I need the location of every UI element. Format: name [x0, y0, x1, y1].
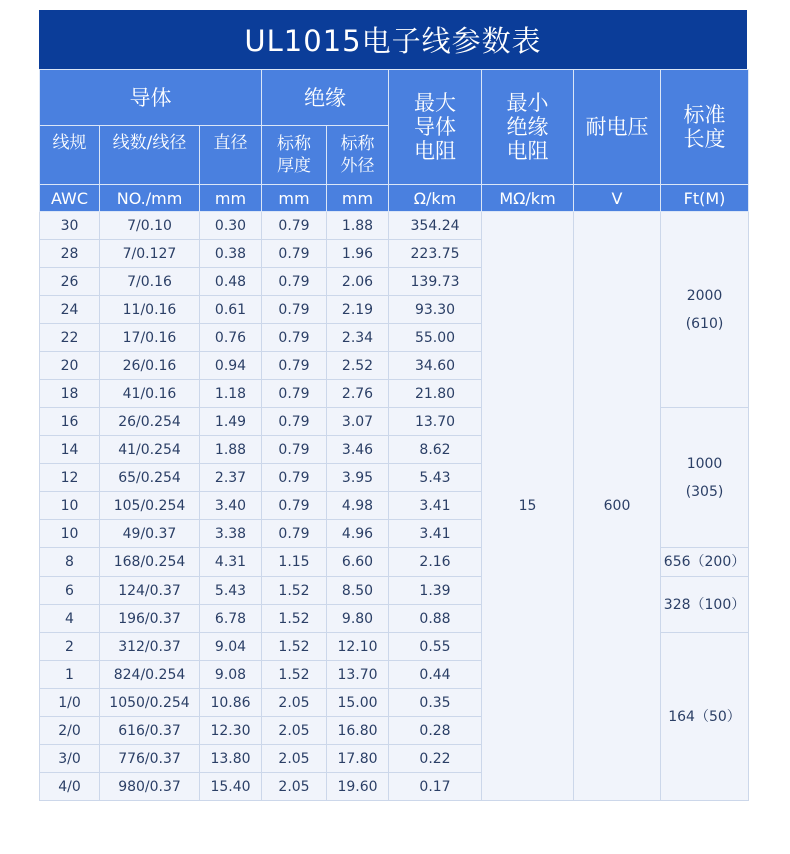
thickness-cell: 0.79 [262, 324, 327, 352]
header-voltage-rating: 耐电压 [574, 70, 661, 185]
od-cell: 19.60 [327, 773, 389, 801]
resistance-cell: 0.35 [389, 689, 482, 717]
unit-length: Ft(M) [661, 185, 749, 212]
resistance-cell: 0.17 [389, 773, 482, 801]
header-min-insulation-resistance [482, 70, 574, 185]
gauge-cell: 1/0 [40, 689, 100, 717]
strands-cell: 41/0.16 [100, 380, 200, 408]
header-standard-length-text: 标准长度 [683, 103, 726, 151]
resistance-cell: 2.16 [389, 548, 482, 577]
diameter-cell: 4.31 [200, 548, 262, 577]
gauge-cell: 2/0 [40, 717, 100, 745]
od-cell: 4.98 [327, 492, 389, 520]
gauge-cell: 4 [40, 605, 100, 633]
standard-length-cell [661, 548, 749, 577]
thickness-cell: 0.79 [262, 352, 327, 380]
od-cell: 2.34 [327, 324, 389, 352]
resistance-cell: 1.39 [389, 577, 482, 605]
spec-table [39, 69, 749, 801]
gauge-cell: 10 [40, 492, 100, 520]
diameter-cell: 9.04 [200, 633, 262, 661]
diameter-cell: 1.18 [200, 380, 262, 408]
gauge-cell: 10 [40, 520, 100, 548]
strands-cell: 824/0.254 [100, 661, 200, 689]
resistance-cell: 0.55 [389, 633, 482, 661]
diameter-cell: 5.43 [200, 577, 262, 605]
unit-od: mm [327, 185, 389, 212]
thickness-cell: 0.79 [262, 436, 327, 464]
thickness-cell: 1.52 [262, 633, 327, 661]
unit-resistance: Ω/km [389, 185, 482, 212]
unit-voltage: V [574, 185, 661, 212]
gauge-cell: 1 [40, 661, 100, 689]
resistance-cell: 354.24 [389, 212, 482, 240]
od-cell: 1.96 [327, 240, 389, 268]
diameter-cell: 0.76 [200, 324, 262, 352]
od-cell: 17.80 [327, 745, 389, 773]
resistance-cell: 0.88 [389, 605, 482, 633]
gauge-cell: 28 [40, 240, 100, 268]
od-cell: 3.46 [327, 436, 389, 464]
diameter-cell: 0.61 [200, 296, 262, 324]
voltage-value: 600 [574, 212, 661, 801]
thickness-cell: 0.79 [262, 492, 327, 520]
od-cell: 13.70 [327, 661, 389, 689]
header-max-resistance-text: 最大导体电阻 [414, 91, 457, 163]
gauge-cell: 16 [40, 408, 100, 436]
strands-cell: 168/0.254 [100, 548, 200, 577]
strands-cell: 7/0.127 [100, 240, 200, 268]
standard-length-line: 1000 [686, 455, 723, 472]
header-max-resistance [389, 70, 482, 185]
thickness-cell: 1.15 [262, 548, 327, 577]
strands-cell: 7/0.16 [100, 268, 200, 296]
diameter-cell: 3.40 [200, 492, 262, 520]
diameter-cell: 12.30 [200, 717, 262, 745]
table-title: UL1015电子线参数表 [39, 10, 747, 69]
diameter-cell: 9.08 [200, 661, 262, 689]
unit-strands: NO./mm [100, 185, 200, 212]
standard-length-cell [661, 212, 749, 408]
header-min-insulation-resistance-text: 最小绝缘电阻 [506, 91, 549, 163]
header-nominal-od [327, 126, 389, 185]
strands-cell: 65/0.254 [100, 464, 200, 492]
od-cell: 4.96 [327, 520, 389, 548]
resistance-cell: 55.00 [389, 324, 482, 352]
thickness-cell: 2.05 [262, 773, 327, 801]
standard-length-cell [661, 633, 749, 801]
unit-diameter: mm [200, 185, 262, 212]
table-body [40, 212, 749, 801]
unit-insulation-resistance: MΩ/km [482, 185, 574, 212]
strands-cell: 312/0.37 [100, 633, 200, 661]
thickness-cell: 1.52 [262, 605, 327, 633]
strands-cell: 49/0.37 [100, 520, 200, 548]
strands-cell: 26/0.16 [100, 352, 200, 380]
resistance-cell: 34.60 [389, 352, 482, 380]
strands-cell: 776/0.37 [100, 745, 200, 773]
diameter-cell: 13.80 [200, 745, 262, 773]
gauge-cell: 4/0 [40, 773, 100, 801]
strands-cell: 980/0.37 [100, 773, 200, 801]
diameter-cell: 10.86 [200, 689, 262, 717]
standard-length-cell [661, 577, 749, 633]
standard-length-line: (305) [685, 483, 724, 500]
thickness-cell: 0.79 [262, 380, 327, 408]
od-cell: 2.52 [327, 352, 389, 380]
thickness-cell: 0.79 [262, 212, 327, 240]
thickness-cell: 0.79 [262, 240, 327, 268]
unit-gauge: AWC [40, 185, 100, 212]
od-cell: 6.60 [327, 548, 389, 577]
gauge-cell: 18 [40, 380, 100, 408]
od-cell: 2.06 [327, 268, 389, 296]
od-cell: 9.80 [327, 605, 389, 633]
header-nominal-thickness [262, 126, 327, 185]
header-strands-diameter: 线数/线径 [100, 126, 200, 185]
gauge-cell: 30 [40, 212, 100, 240]
strands-cell: 26/0.254 [100, 408, 200, 436]
thickness-cell: 2.05 [262, 745, 327, 773]
od-cell: 3.07 [327, 408, 389, 436]
diameter-cell: 3.38 [200, 520, 262, 548]
header-gauge: 线规 [40, 126, 100, 185]
strands-cell: 17/0.16 [100, 324, 200, 352]
header-nominal-od-text: 标称外径 [340, 134, 375, 176]
od-cell: 2.76 [327, 380, 389, 408]
strands-cell: 11/0.16 [100, 296, 200, 324]
gauge-cell: 14 [40, 436, 100, 464]
od-cell: 16.80 [327, 717, 389, 745]
gauge-cell: 24 [40, 296, 100, 324]
gauge-cell: 6 [40, 577, 100, 605]
thickness-cell: 0.79 [262, 520, 327, 548]
resistance-cell: 0.44 [389, 661, 482, 689]
diameter-cell: 15.40 [200, 773, 262, 801]
thickness-cell: 1.52 [262, 577, 327, 605]
thickness-cell: 1.52 [262, 661, 327, 689]
gauge-cell: 2 [40, 633, 100, 661]
gauge-cell: 26 [40, 268, 100, 296]
header-conductor: 导体 [40, 70, 262, 126]
gauge-cell: 3/0 [40, 745, 100, 773]
header-standard-length [661, 70, 749, 185]
gauge-cell: 20 [40, 352, 100, 380]
standard-length-line: 164（50） [668, 708, 741, 725]
diameter-cell: 1.49 [200, 408, 262, 436]
resistance-cell: 139.73 [389, 268, 482, 296]
standard-length-line: 2000 [686, 287, 723, 304]
diameter-cell: 0.30 [200, 212, 262, 240]
resistance-cell: 0.22 [389, 745, 482, 773]
diameter-cell: 0.48 [200, 268, 262, 296]
standard-length-line: 328（100） [663, 596, 746, 613]
strands-cell: 7/0.10 [100, 212, 200, 240]
gauge-cell: 22 [40, 324, 100, 352]
diameter-cell: 2.37 [200, 464, 262, 492]
resistance-cell: 21.80 [389, 380, 482, 408]
gauge-cell: 12 [40, 464, 100, 492]
header-diameter: 直径 [200, 126, 262, 185]
resistance-cell: 0.28 [389, 717, 482, 745]
thickness-cell: 0.79 [262, 408, 327, 436]
resistance-cell: 3.41 [389, 520, 482, 548]
resistance-cell: 8.62 [389, 436, 482, 464]
unit-thickness: mm [262, 185, 327, 212]
strands-cell: 1050/0.254 [100, 689, 200, 717]
strands-cell: 124/0.37 [100, 577, 200, 605]
standard-length-cell [661, 408, 749, 548]
od-cell: 12.10 [327, 633, 389, 661]
resistance-cell: 223.75 [389, 240, 482, 268]
thickness-cell: 0.79 [262, 268, 327, 296]
resistance-cell: 3.41 [389, 492, 482, 520]
strands-cell: 105/0.254 [100, 492, 200, 520]
header-insulation: 绝缘 [262, 70, 389, 126]
thickness-cell: 0.79 [262, 296, 327, 324]
diameter-cell: 0.38 [200, 240, 262, 268]
thickness-cell: 0.79 [262, 464, 327, 492]
resistance-cell: 5.43 [389, 464, 482, 492]
resistance-cell: 93.30 [389, 296, 482, 324]
od-cell: 1.88 [327, 212, 389, 240]
min-insulation-resistance-value: 15 [482, 212, 574, 801]
header-nominal-thickness-text: 标称厚度 [277, 134, 312, 176]
resistance-cell: 13.70 [389, 408, 482, 436]
od-cell: 3.95 [327, 464, 389, 492]
diameter-cell: 6.78 [200, 605, 262, 633]
thickness-cell: 2.05 [262, 717, 327, 745]
gauge-cell: 8 [40, 548, 100, 577]
strands-cell: 616/0.37 [100, 717, 200, 745]
standard-length-line: (610) [685, 315, 724, 332]
diameter-cell: 1.88 [200, 436, 262, 464]
od-cell: 2.19 [327, 296, 389, 324]
thickness-cell: 2.05 [262, 689, 327, 717]
diameter-cell: 0.94 [200, 352, 262, 380]
od-cell: 15.00 [327, 689, 389, 717]
od-cell: 8.50 [327, 577, 389, 605]
table-row [40, 212, 749, 240]
standard-length-line: 656（200） [663, 554, 746, 570]
strands-cell: 41/0.254 [100, 436, 200, 464]
strands-cell: 196/0.37 [100, 605, 200, 633]
